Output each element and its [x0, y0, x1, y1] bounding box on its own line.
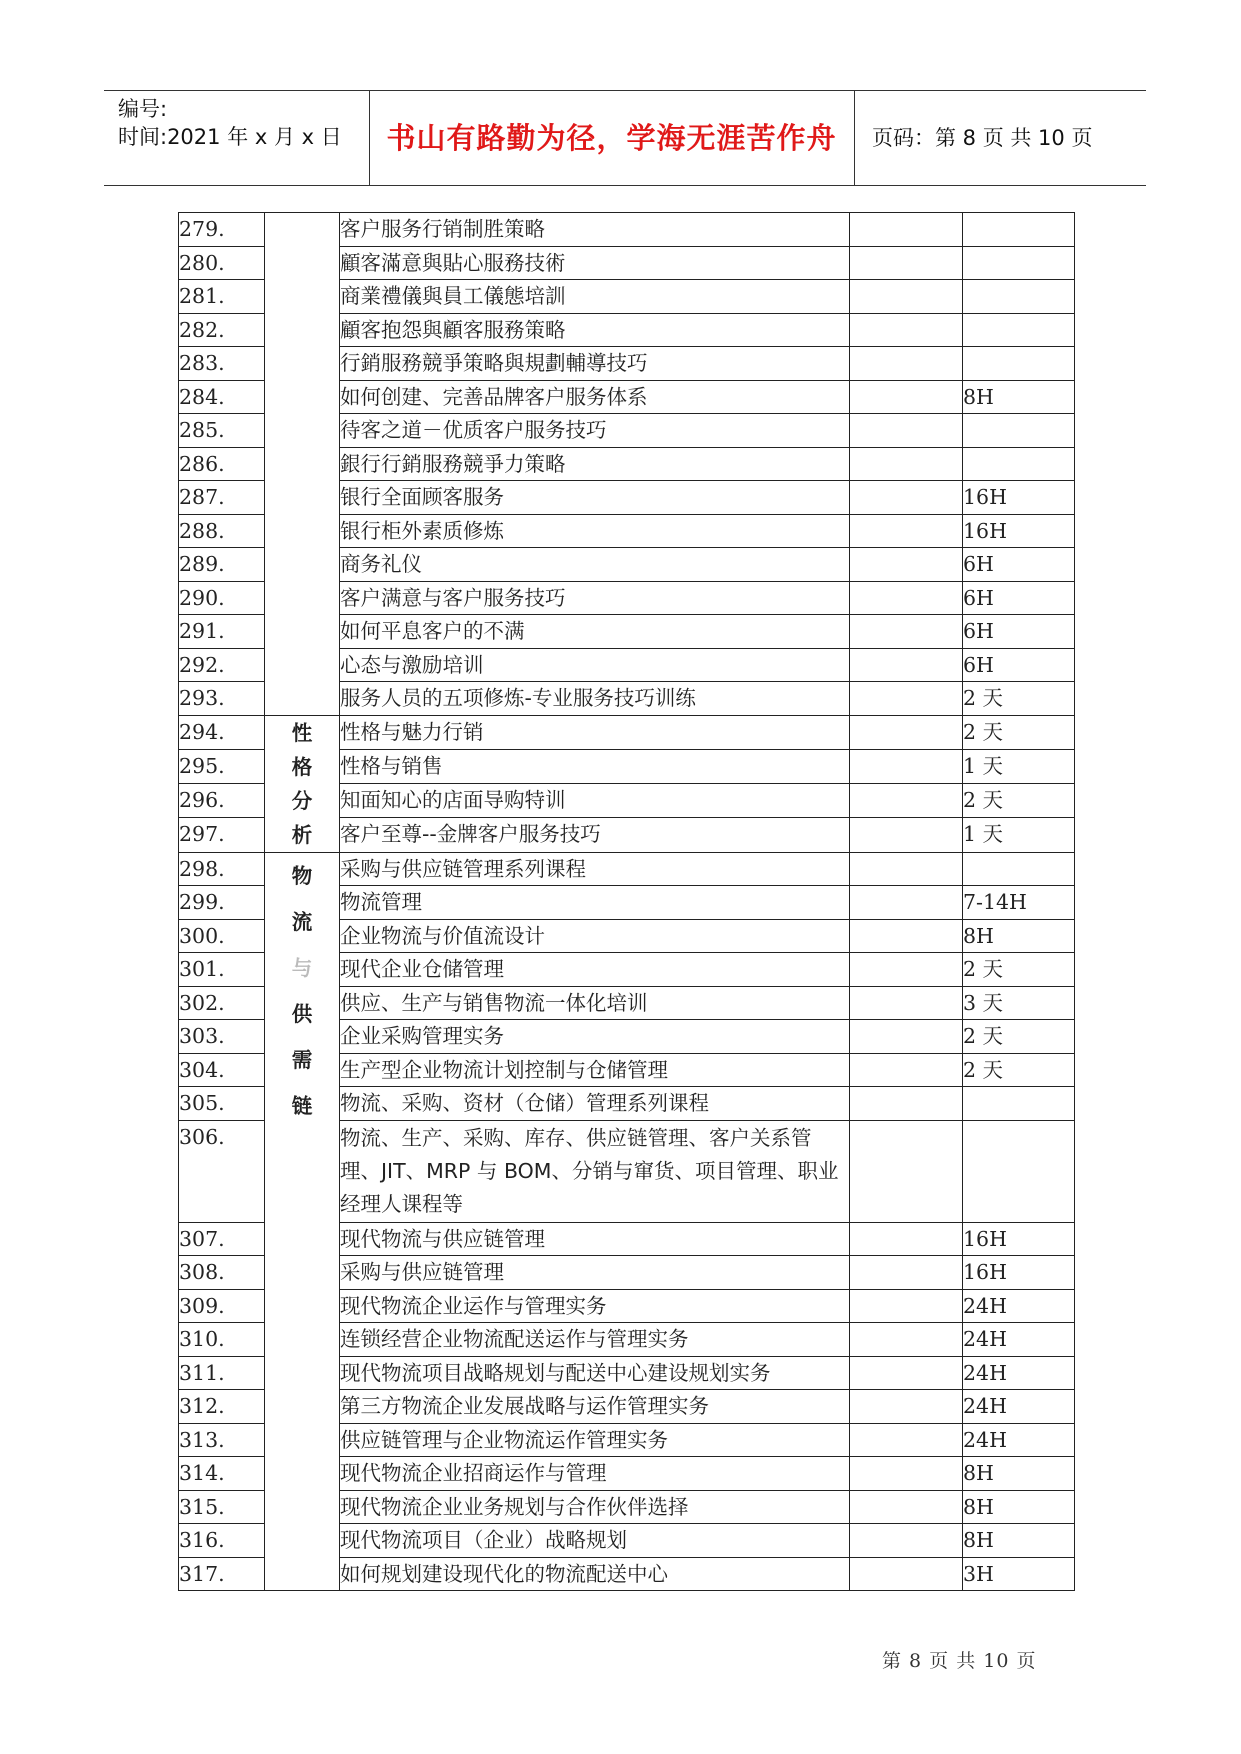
course-duration: 2 天 — [963, 784, 1075, 818]
course-duration: 24H — [963, 1356, 1075, 1390]
course-title: 现代物流与供应链管理 — [340, 1222, 850, 1256]
course-catalog-table — [178, 212, 1075, 1591]
course-duration: 6H — [963, 648, 1075, 682]
empty-cell — [850, 682, 963, 716]
empty-cell — [850, 1087, 963, 1121]
course-duration: 8H — [963, 380, 1075, 414]
course-title: 銀行行銷服務競爭力策略 — [340, 447, 850, 481]
course-title: 如何规划建设现代化的物流配送中心 — [340, 1557, 850, 1591]
empty-cell — [850, 1457, 963, 1491]
course-duration — [963, 414, 1075, 448]
empty-cell — [850, 414, 963, 448]
course-duration: 8H — [963, 1524, 1075, 1558]
course-title: 客户满意与客户服务技巧 — [340, 581, 850, 615]
category-char: 链 — [291, 1093, 313, 1118]
course-title: 第三方物流企业发展战略与运作管理实务 — [340, 1390, 850, 1424]
course-title: 物流管理 — [340, 886, 850, 920]
empty-cell — [850, 1256, 963, 1290]
course-duration — [963, 1120, 1075, 1222]
course-number: 311. — [179, 1356, 265, 1390]
course-number: 284. — [179, 380, 265, 414]
course-title: 服务人员的五项修炼-专业服务技巧训练 — [340, 682, 850, 716]
course-title: 企业物流与价值流设计 — [340, 919, 850, 953]
course-title: 性格与销售 — [340, 749, 850, 783]
course-title: 银行柜外素质修炼 — [340, 514, 850, 548]
empty-cell — [850, 380, 963, 414]
empty-cell — [850, 1289, 963, 1323]
course-number: 314. — [179, 1457, 265, 1491]
empty-cell — [850, 749, 963, 783]
course-title: 供应、生产与销售物流一体化培训 — [340, 986, 850, 1020]
course-duration: 2 天 — [963, 1053, 1075, 1087]
course-title: 供应链管理与企业物流运作管理实务 — [340, 1423, 850, 1457]
course-title: 采购与供应链管理 — [340, 1256, 850, 1290]
category-logistics — [265, 852, 340, 1591]
course-title: 客户服务行销制胜策略 — [340, 213, 850, 247]
empty-cell — [850, 1423, 963, 1457]
empty-cell — [850, 1222, 963, 1256]
category-cell-empty — [265, 213, 340, 716]
course-number: 294. — [179, 715, 265, 749]
course-duration: 16H — [963, 1256, 1075, 1290]
course-number: 283. — [179, 347, 265, 381]
course-duration: 8H — [963, 1490, 1075, 1524]
empty-cell — [850, 648, 963, 682]
course-duration: 16H — [963, 1222, 1075, 1256]
header-page-label: 页码：第 8 页 共 10 页 — [872, 126, 1093, 150]
course-duration: 2 天 — [963, 953, 1075, 987]
category-char: 分 — [291, 788, 313, 813]
course-duration — [963, 852, 1075, 886]
course-number: 287. — [179, 481, 265, 515]
header-divider — [854, 91, 855, 185]
course-duration: 8H — [963, 1457, 1075, 1491]
course-title: 行銷服務競爭策略與規劃輔導技巧 — [340, 347, 850, 381]
course-number: 312. — [179, 1390, 265, 1424]
course-title: 现代企业仓储管理 — [340, 953, 850, 987]
course-number: 307. — [179, 1222, 265, 1256]
course-title: 待客之道－优质客户服务技巧 — [340, 414, 850, 448]
course-number: 285. — [179, 414, 265, 448]
empty-cell — [850, 852, 963, 886]
course-duration: 6H — [963, 581, 1075, 615]
number-label: 编号: — [118, 97, 168, 121]
category-char: 析 — [291, 822, 313, 847]
course-number: 279. — [179, 213, 265, 247]
course-title: 顧客滿意與貼心服務技術 — [340, 246, 850, 280]
course-number: 308. — [179, 1256, 265, 1290]
course-duration: 24H — [963, 1289, 1075, 1323]
empty-cell — [850, 246, 963, 280]
empty-cell — [850, 280, 963, 314]
empty-cell — [850, 1323, 963, 1357]
table-row — [179, 852, 1075, 886]
empty-cell — [850, 581, 963, 615]
course-title: 现代物流企业运作与管理实务 — [340, 1289, 850, 1323]
course-number: 313. — [179, 1423, 265, 1457]
course-number: 296. — [179, 784, 265, 818]
course-duration: 3 天 — [963, 986, 1075, 1020]
course-number: 306. — [179, 1120, 265, 1222]
course-number: 293. — [179, 682, 265, 716]
course-title: 企业采购管理实务 — [340, 1020, 850, 1054]
course-duration: 1 天 — [963, 818, 1075, 852]
course-number: 288. — [179, 514, 265, 548]
empty-cell — [850, 1557, 963, 1591]
course-duration: 2 天 — [963, 715, 1075, 749]
course-number: 305. — [179, 1087, 265, 1121]
course-title: 客户至尊--金牌客户服务技巧 — [340, 818, 850, 852]
category-char: 供 — [291, 1001, 313, 1026]
empty-cell — [850, 986, 963, 1020]
course-duration — [963, 213, 1075, 247]
category-char: 性 — [291, 720, 313, 745]
course-number: 310. — [179, 1323, 265, 1357]
category-char: 格 — [291, 754, 313, 779]
course-title: 性格与魅力行销 — [340, 715, 850, 749]
course-number: 292. — [179, 648, 265, 682]
empty-cell — [850, 213, 963, 247]
course-number: 291. — [179, 615, 265, 649]
course-title: 连锁经营企业物流配送运作与管理实务 — [340, 1323, 850, 1357]
course-duration — [963, 280, 1075, 314]
empty-cell — [850, 886, 963, 920]
empty-cell — [850, 1053, 963, 1087]
category-personality — [265, 715, 340, 852]
course-title: 商業禮儀與員工儀態培訓 — [340, 280, 850, 314]
page-footer: 第 8 页 共 10 页 — [882, 1650, 1037, 1672]
empty-cell — [850, 1356, 963, 1390]
course-number: 282. — [179, 313, 265, 347]
course-number: 301. — [179, 953, 265, 987]
course-duration: 6H — [963, 548, 1075, 582]
course-duration — [963, 347, 1075, 381]
time-label: 时间:2021 年 x 月 x 日 — [118, 125, 342, 149]
course-duration: 2 天 — [963, 1020, 1075, 1054]
course-number: 290. — [179, 581, 265, 615]
category-char: 与 — [291, 955, 313, 980]
course-number: 303. — [179, 1020, 265, 1054]
course-number: 286. — [179, 447, 265, 481]
empty-cell — [850, 1390, 963, 1424]
course-number: 298. — [179, 852, 265, 886]
header-meta — [118, 95, 368, 151]
course-number: 297. — [179, 818, 265, 852]
course-duration: 24H — [963, 1423, 1075, 1457]
course-duration: 6H — [963, 615, 1075, 649]
course-number: 299. — [179, 886, 265, 920]
course-duration — [963, 447, 1075, 481]
course-duration: 16H — [963, 481, 1075, 515]
course-title: 知面知心的店面导购特训 — [340, 784, 850, 818]
course-title: 生产型企业物流计划控制与仓储管理 — [340, 1053, 850, 1087]
empty-cell — [850, 953, 963, 987]
course-number: 309. — [179, 1289, 265, 1323]
course-title: 物流、生产、采购、库存、供应链管理、客户关系管理、JIT、MRP 与 BOM、分销与窜货、项目管理、职业经理人课程等 — [340, 1120, 850, 1222]
course-duration — [963, 246, 1075, 280]
course-duration: 8H — [963, 919, 1075, 953]
empty-cell — [850, 1490, 963, 1524]
course-title: 如何创建、完善品牌客户服务体系 — [340, 380, 850, 414]
course-number: 280. — [179, 246, 265, 280]
course-title: 顧客抱怨與顧客服務策略 — [340, 313, 850, 347]
course-duration — [963, 1087, 1075, 1121]
course-duration: 24H — [963, 1323, 1075, 1357]
empty-cell — [850, 1020, 963, 1054]
empty-cell — [850, 715, 963, 749]
course-title: 如何平息客户的不满 — [340, 615, 850, 649]
empty-cell — [850, 1524, 963, 1558]
category-char: 流 — [291, 909, 313, 934]
empty-cell — [850, 818, 963, 852]
course-number: 304. — [179, 1053, 265, 1087]
course-number: 302. — [179, 986, 265, 1020]
course-title: 现代物流企业招商运作与管理 — [340, 1457, 850, 1491]
course-number: 281. — [179, 280, 265, 314]
course-duration: 7-14H — [963, 886, 1075, 920]
course-duration: 1 天 — [963, 749, 1075, 783]
course-duration — [963, 313, 1075, 347]
course-duration: 24H — [963, 1390, 1075, 1424]
table-row — [179, 213, 1075, 247]
empty-cell — [850, 615, 963, 649]
course-title: 现代物流项目战略规划与配送中心建设规划实务 — [340, 1356, 850, 1390]
course-number: 317. — [179, 1557, 265, 1591]
course-title: 现代物流企业业务规划与合作伙伴选择 — [340, 1490, 850, 1524]
empty-cell — [850, 514, 963, 548]
course-title: 物流、采购、资材（仓储）管理系列课程 — [340, 1087, 850, 1121]
empty-cell — [850, 447, 963, 481]
course-number: 295. — [179, 749, 265, 783]
course-title: 银行全面顾客服务 — [340, 481, 850, 515]
table-row — [179, 715, 1075, 749]
empty-cell — [850, 784, 963, 818]
empty-cell — [850, 1120, 963, 1222]
course-duration: 2 天 — [963, 682, 1075, 716]
course-title: 现代物流项目（企业）战略规划 — [340, 1524, 850, 1558]
course-title: 商务礼仪 — [340, 548, 850, 582]
course-title: 心态与激励培训 — [340, 648, 850, 682]
course-number: 316. — [179, 1524, 265, 1558]
course-duration: 3H — [963, 1557, 1075, 1591]
course-catalog-body — [179, 213, 1075, 1591]
course-title: 采购与供应链管理系列课程 — [340, 852, 850, 886]
course-number: 300. — [179, 919, 265, 953]
empty-cell — [850, 313, 963, 347]
course-number: 289. — [179, 548, 265, 582]
empty-cell — [850, 481, 963, 515]
empty-cell — [850, 347, 963, 381]
header-motto: 书山有路勤为径，学海无涯苦作舟 — [386, 121, 837, 155]
course-duration: 16H — [963, 514, 1075, 548]
course-number: 315. — [179, 1490, 265, 1524]
category-char: 需 — [291, 1047, 313, 1072]
page-header — [104, 90, 1146, 186]
empty-cell — [850, 919, 963, 953]
empty-cell — [850, 548, 963, 582]
category-char: 物 — [291, 863, 313, 888]
